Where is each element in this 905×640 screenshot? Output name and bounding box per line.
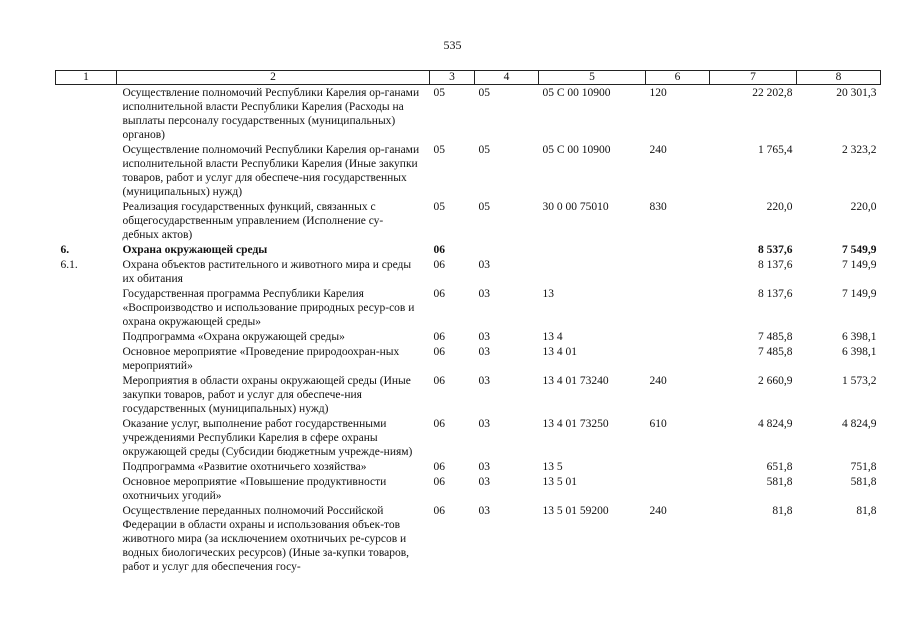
row-name: Государственная программа Республики Карелия «Воспроизводство и использование природных ресур-сов и охрана окружающей среды» [122,288,415,328]
row-target-code: 13 [542,288,554,300]
table-row [56,344,881,373]
row-section: 06 [433,476,445,488]
row-number [56,142,117,199]
page-number: 535 [443,38,462,52]
row-amount-1: 4 824,9 [758,418,793,430]
row-name: Осуществление полномочий Республики Карелия ор-ганами исполнительной власти Республики Карелия (Иные закупки товаров, работ и услуг для обеспече-ния государственных (муниципальных) нужд) [122,144,420,198]
row-section: 06 [433,288,445,300]
table-body [56,85,881,575]
row-section: 06 [433,461,445,473]
header-col-2: 2 [117,71,430,85]
row-subsection: 03 [478,505,490,517]
row-expense-type [646,329,710,344]
row-target-code: 13 4 [542,331,563,343]
row-amount-2: 581,8 [850,476,877,488]
row-target-code: 13 5 01 [542,476,577,488]
row-expense-type: 240 [649,505,667,517]
row-amount-1: 1 765,4 [758,144,793,156]
row-name: Подпрограмма «Развитие охотничьего хозяйства» [122,461,367,473]
row-amount-1: 8 537,6 [758,244,793,256]
row-name: Охрана окружающей среды [122,244,268,256]
row-name: Подпрограмма «Охрана окружающей среды» [122,331,345,343]
header-col-5: 5 [539,71,646,85]
row-target-code: 05 С 00 10900 [542,144,611,156]
row-amount-2: 6 398,1 [842,346,877,358]
row-amount-1: 2 660,9 [758,375,793,387]
table-header [56,71,881,85]
row-section: 05 [433,144,445,156]
row-amount-2: 1 573,2 [842,375,877,387]
row-target-code: 05 С 00 10900 [542,87,611,99]
row-amount-1: 8 137,6 [758,259,793,271]
row-number [56,85,117,143]
row-section: 05 [433,201,445,213]
header-col-1: 1 [56,71,117,85]
row-amount-2: 6 398,1 [842,331,877,343]
row-subsection: 03 [478,375,490,387]
header-col-4: 4 [475,71,539,85]
row-amount-2: 220,0 [850,201,877,213]
row-subsection: 03 [478,461,490,473]
row-amount-2: 7 149,9 [842,288,877,300]
row-amount-2: 2 323,2 [842,144,877,156]
row-name: Основное мероприятие «Повышение продуктивности охотничьих угодий» [122,476,387,502]
row-expense-type: 610 [649,418,667,430]
row-number [56,416,117,459]
row-number [56,344,117,373]
row-amount-2: 751,8 [850,461,877,473]
row-expense-type: 240 [649,375,667,387]
table-row [56,242,881,257]
row-number [56,199,117,242]
row-number [56,474,117,503]
row-name: Основное мероприятие «Проведение природоохран-ных мероприятий» [122,346,400,372]
row-number [56,373,117,416]
row-number [56,503,117,574]
row-section: 06 [433,505,445,517]
table-row [56,85,881,143]
row-amount-1: 8 137,6 [758,288,793,300]
row-number [56,329,117,344]
row-target-code: 13 5 [542,461,563,473]
row-amount-2: 20 301,3 [836,87,877,99]
row-name: Осуществление полномочий Республики Карелия ор-ганами исполнительной власти Республики Карелия (Расходы на выплаты персоналу государственных (муниципальных) органов) [122,87,420,141]
row-subsection: 03 [478,418,490,430]
row-expense-type [646,257,710,286]
row-name: Мероприятия в области охраны окружающей среды (Иные закупки товаров, работ и услуг для обеспече-ния государственных (муниципальных) нужд) [122,375,411,415]
row-amount-1: 22 202,8 [752,87,793,99]
row-subsection: 03 [478,259,490,271]
row-amount-2: 81,8 [856,505,877,517]
row-amount-1: 7 485,8 [758,331,793,343]
header-col-7: 7 [710,71,797,85]
row-subsection: 03 [478,331,490,343]
row-target-code [539,257,646,286]
header-col-3: 3 [430,71,475,85]
table-row [56,142,881,199]
row-expense-type [646,459,710,474]
table-row [56,286,881,329]
row-target-code [539,242,646,257]
table-row [56,257,881,286]
table-row [56,416,881,459]
row-name: Осуществление переданных полномочий Российской Федерации в области охраны и использования объек-тов животного мира (за исключением охотничьих ре-сурсов и водных биологических ресурсов) (Иные за-купки товаров, работ и услуг для обеспечения госу- [122,505,410,573]
row-amount-1: 581,8 [766,476,793,488]
header-row [56,71,881,85]
header-col-6: 6 [646,71,710,85]
row-number: 6.1. [60,259,78,271]
row-number [56,286,117,329]
row-subsection: 03 [478,346,490,358]
row-target-code: 30 0 00 75010 [542,201,609,213]
row-subsection [475,242,539,257]
row-subsection: 05 [478,144,490,156]
table-row [56,199,881,242]
row-amount-1: 7 485,8 [758,346,793,358]
row-name: Реализация государственных функций, связанных с общегосударственным управлением (Исполнение су-дебных актов) [122,201,384,241]
row-section: 06 [433,259,445,271]
row-expense-type: 830 [649,201,667,213]
row-number: 6. [60,244,70,256]
header-col-8: 8 [797,71,881,85]
row-expense-type [646,286,710,329]
row-target-code: 13 4 01 [542,346,577,358]
row-amount-2: 7 549,9 [842,244,877,256]
table-row [56,459,881,474]
row-subsection: 05 [478,87,490,99]
row-section: 05 [433,87,445,99]
row-name: Охрана объектов растительного и животного мира и среды их обитания [122,259,412,285]
row-subsection: 03 [478,476,490,488]
table-row [56,503,881,574]
row-target-code: 13 4 01 73250 [542,418,609,430]
row-number [56,459,117,474]
row-name: Оказание услуг, выполнение работ государственными учреждениями Республики Карелия в сфере охраны окружающей среды (Субсидии бюджетным учрежде-ниям) [122,418,413,458]
table-row [56,373,881,416]
row-section: 06 [433,331,445,343]
row-target-code: 13 4 01 73240 [542,375,609,387]
row-subsection: 05 [478,201,490,213]
row-expense-type [646,242,710,257]
table-row [56,474,881,503]
row-section: 06 [433,418,445,430]
row-amount-2: 4 824,9 [842,418,877,430]
row-amount-1: 220,0 [766,201,793,213]
row-subsection: 03 [478,288,490,300]
row-section: 06 [433,346,445,358]
row-expense-type [646,474,710,503]
table-row [56,329,881,344]
row-expense-type [646,344,710,373]
row-amount-1: 651,8 [766,461,793,473]
row-expense-type: 240 [649,144,667,156]
row-section: 06 [433,375,445,387]
row-expense-type: 120 [649,87,667,99]
budget-table [55,70,881,574]
row-amount-2: 7 149,9 [842,259,877,271]
row-amount-1: 81,8 [772,505,793,517]
row-target-code: 13 5 01 59200 [542,505,609,517]
row-section: 06 [433,244,445,256]
